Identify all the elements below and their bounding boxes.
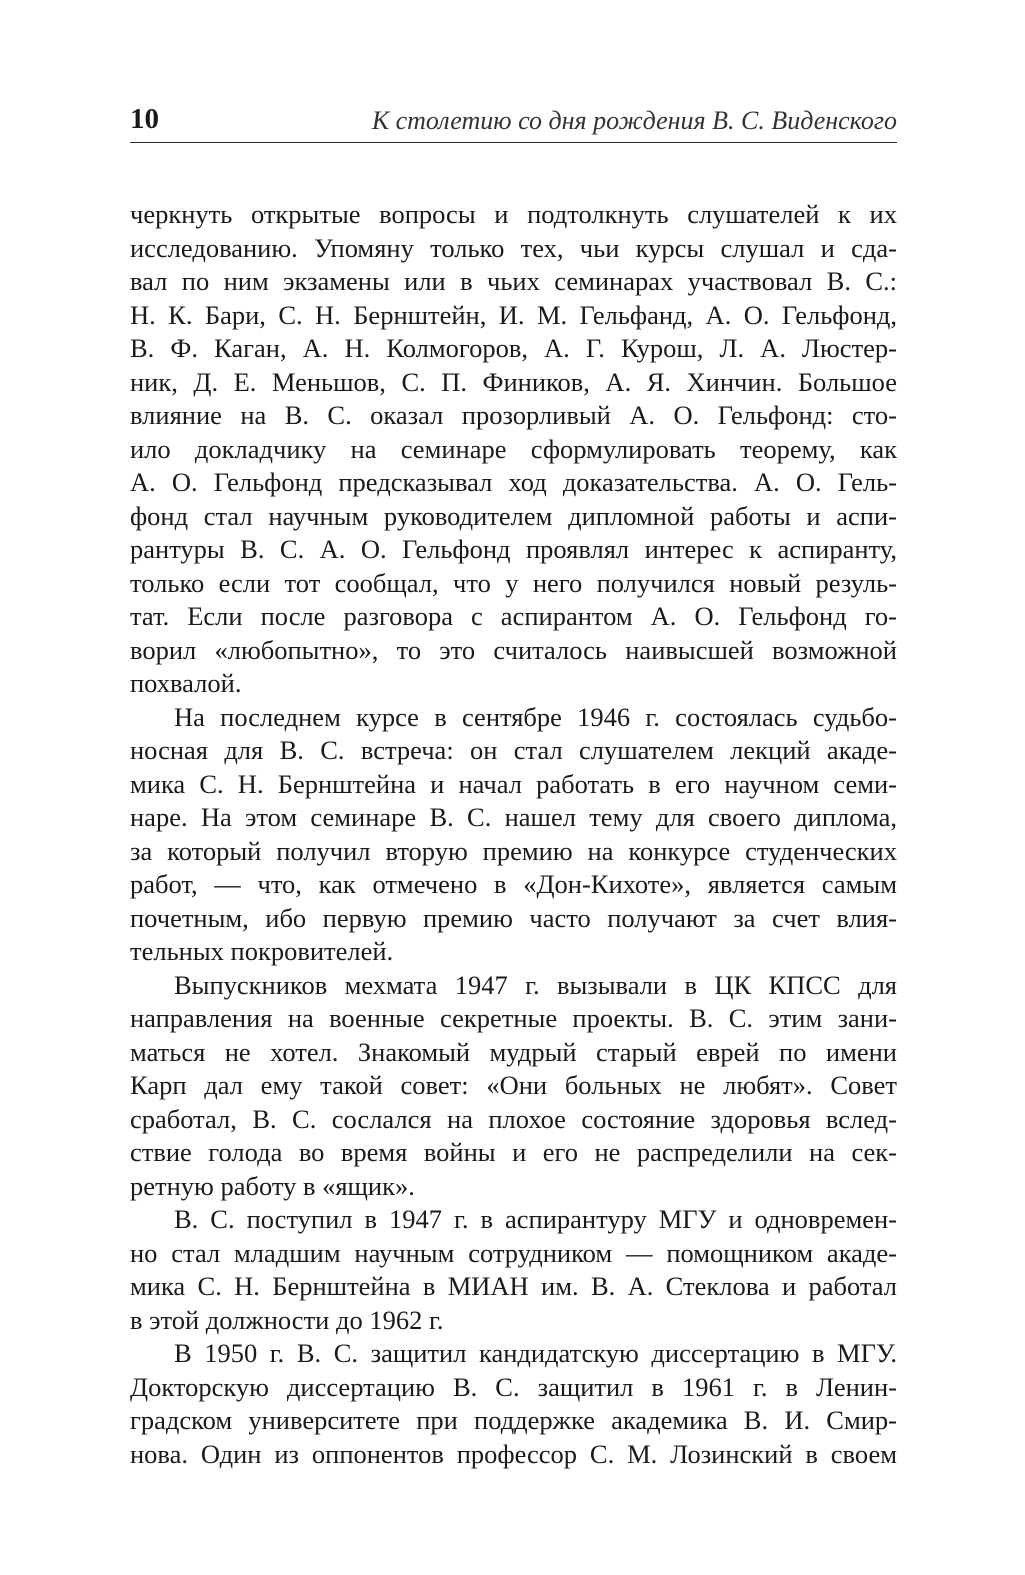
text-line: черкнуть открытые вопросы и подтолкнуть слушателей к их <box>130 199 897 229</box>
running-title: К столетию со дня рождения В. С. Виденского <box>371 106 897 135</box>
text-line: в этой должности до 1962 г. <box>130 1304 444 1335</box>
text-line: наре. На этом семинаре В. С. нашел тему для своего диплома, <box>130 802 897 832</box>
text-line: ник, Д. Е. Меньшов, С. П. Фиников, А. Я. Хинчин. Большое <box>130 366 897 397</box>
text-line: вал по ним экзамены или в чьих семинарах участвовал В. С.: <box>130 266 897 296</box>
text-line: рантуры В. С. А. О. Гельфонд проявлял интерес к аспиранту, <box>130 534 897 564</box>
text-line: Докторскую диссертацию В. С. защитил в 1961 г. в Ленин- <box>130 1371 897 1402</box>
running-header <box>130 102 897 143</box>
text-line: влияние на В. С. оказал прозорливый А. О. Гельфонд: сто- <box>130 400 897 430</box>
text-line: работ, — что, как отмечено в «Дон-Кихоте», является самым <box>130 869 897 899</box>
text-line: мика С. Н. Бернштейна и начал работать в его научном семи- <box>130 768 897 799</box>
text-line: А. О. Гельфонд предсказывал ход доказательства. А. О. Гель- <box>130 467 897 497</box>
text-line: маться не хотел. Знакомый мудрый старый еврей по имени <box>130 1036 897 1067</box>
text-line: На последнем курсе в сентябре 1946 г. состоялась судьбо- <box>174 701 897 732</box>
text-line: тельных покровителей. <box>130 936 394 966</box>
text-line: Н. К. Бари, С. Н. Бернштейн, И. М. Гельфанд, А. О. Гельфонд, <box>130 299 897 330</box>
text-line: В 1950 г. В. С. защитил кандидатскую диссертацию в МГУ. <box>174 1338 897 1368</box>
text-line: фонд стал научным руководителем дипломной работы и аспи- <box>130 500 897 531</box>
text-line: но стал младшим научным сотрудником — помощником акаде- <box>130 1237 897 1268</box>
text-line: почетным, ибо первую премию часто получают за счет влия- <box>130 902 897 933</box>
text-line: тат. Если после разговора с аспирантом А. О. Гельфонд го- <box>130 601 897 631</box>
text-line: В. С. поступил в 1947 г. в аспирантуру МГУ и одновремен- <box>174 1204 897 1234</box>
text-line: нова. Один из оппонентов профессор С. М. Лозинский в своем <box>130 1438 897 1469</box>
text-line: направления на военные секретные проекты. В. С. этим зани- <box>130 1003 897 1033</box>
text-line: носная для В. С. встреча: он стал слушателем лекций акаде- <box>130 735 897 765</box>
text-line: ило докладчику на семинаре сформулировать теорему, как <box>130 433 897 464</box>
text-line: сработал, В. С. сослался на плохое состояние здоровья вслед- <box>130 1103 897 1134</box>
text-line: похвалой. <box>130 668 242 698</box>
text-line: градском университете при поддержке академика В. И. Смир- <box>130 1405 897 1435</box>
text-line: мика С. Н. Бернштейна в МИАН им. В. А. Стеклова и работал <box>130 1271 897 1301</box>
text-line: исследованию. Упомяну только тех, чьи курсы слушал и сда- <box>130 232 897 263</box>
text-line: ствие голода во время войны и его не распределили на сек- <box>130 1137 897 1167</box>
text-line: ворил «любопытно», то это считалось наивысшей возможной <box>130 634 897 665</box>
page-number: 10 <box>130 103 159 135</box>
text-line: ретную работу в «ящик». <box>130 1170 415 1201</box>
text-line: за который получил вторую премию на конкурсе студенческих <box>130 835 897 866</box>
text-line: Карп дал ему такой совет: «Они больных не любят». Совет <box>130 1070 897 1100</box>
text-line: только если тот сообщал, что у него получился новый резуль- <box>130 567 897 598</box>
text-line: Выпускников мехмата 1947 г. вызывали в ЦК КПСС для <box>174 969 897 1000</box>
body-text <box>130 198 897 1471</box>
text-line: В. Ф. Каган, А. Н. Колмогоров, А. Г. Курош, Л. А. Люстер- <box>130 333 897 363</box>
